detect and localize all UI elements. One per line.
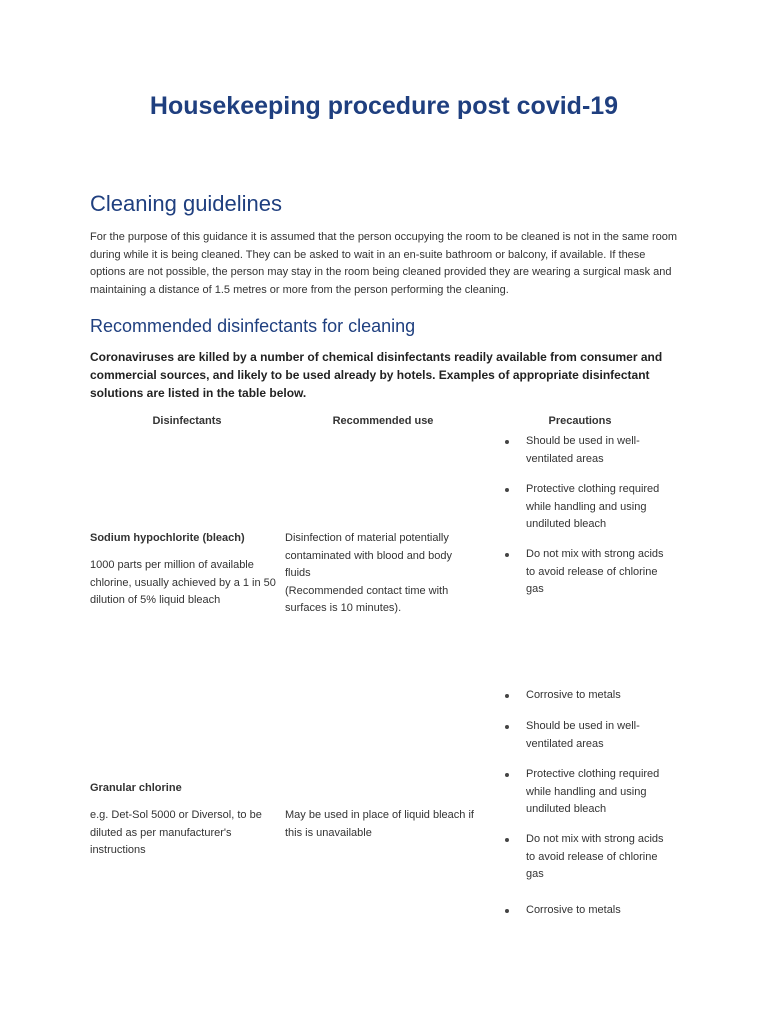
disinfectants-lead-paragraph: Coronaviruses are killed by a number of chemical disinfectants readily available from consumer and commercial sources, and likely to be used already by hotels. Examples of appropriate disinfectant solutions are listed in the table below. [90, 350, 663, 400]
page-title: Housekeeping procedure post covid-19 [149, 92, 619, 120]
disinfectant-name: Granular chlorine [90, 782, 182, 794]
bullet-icon [505, 773, 509, 777]
disinfectants-heading: Recommended disinfectants for cleaning [90, 316, 416, 336]
bullet-icon [505, 725, 509, 729]
disinfectant-name: Sodium hypochlorite (bleach) [90, 532, 245, 544]
table-header-recommended-use: Recommended use [332, 415, 434, 427]
bullet-icon [505, 838, 509, 842]
list-item: Do not mix with strong acids to avoid release of chlorine gas [500, 546, 674, 599]
list-item: Should be used in well-ventilated areas [500, 718, 674, 753]
list-item: Corrosive to metals [500, 902, 674, 920]
disinfectant-detail: 1000 parts per million of available chlorine, usually achieved by a 1 in 50 dilution of 5% liquid bleach [90, 559, 276, 607]
list-item: Do not mix with strong acids to avoid release of chlorine gas [500, 831, 674, 884]
bullet-icon [505, 909, 509, 913]
disinfectant-detail: e.g. Det-Sol 5000 or Diversol, to be diluted as per manufacturer's instructions [90, 809, 262, 857]
bullet-icon [505, 440, 509, 444]
recommended-use: May be used in place of liquid bleach if this is unavailable [285, 809, 474, 839]
cleaning-guidelines-heading: Cleaning guidelines [90, 191, 283, 216]
list-item: Protective clothing required while handling and using undiluted bleach [500, 766, 674, 819]
recommended-use: Disinfection of material potentially contaminated with blood and body fluids (Recommended contact time with surfaces is 10 minutes). [285, 532, 452, 615]
table-header-disinfectants: Disinfectants [152, 415, 222, 427]
bullet-icon [505, 553, 509, 557]
list-item: Protective clothing required while handling and using undiluted bleach [500, 481, 674, 534]
table-header-precautions: Precautions [548, 415, 612, 427]
list-item: Should be used in well-ventilated areas [500, 433, 674, 468]
bullet-icon [505, 694, 509, 698]
cleaning-intro-paragraph: For the purpose of this guidance it is assumed that the person occupying the room to be cleaned is not in the same room during while it is being cleaned. They can be asked to wait in an en-suite bathroom or balcony, if available. If these options are not possible, the person may stay in the room being cleaned provided they are wearing a surgical mask and maintaining a distance of 1.5 metres or more from the person performing the cleaning. [90, 231, 678, 296]
list-item: Corrosive to metals [500, 687, 674, 705]
bullet-icon [505, 488, 509, 492]
